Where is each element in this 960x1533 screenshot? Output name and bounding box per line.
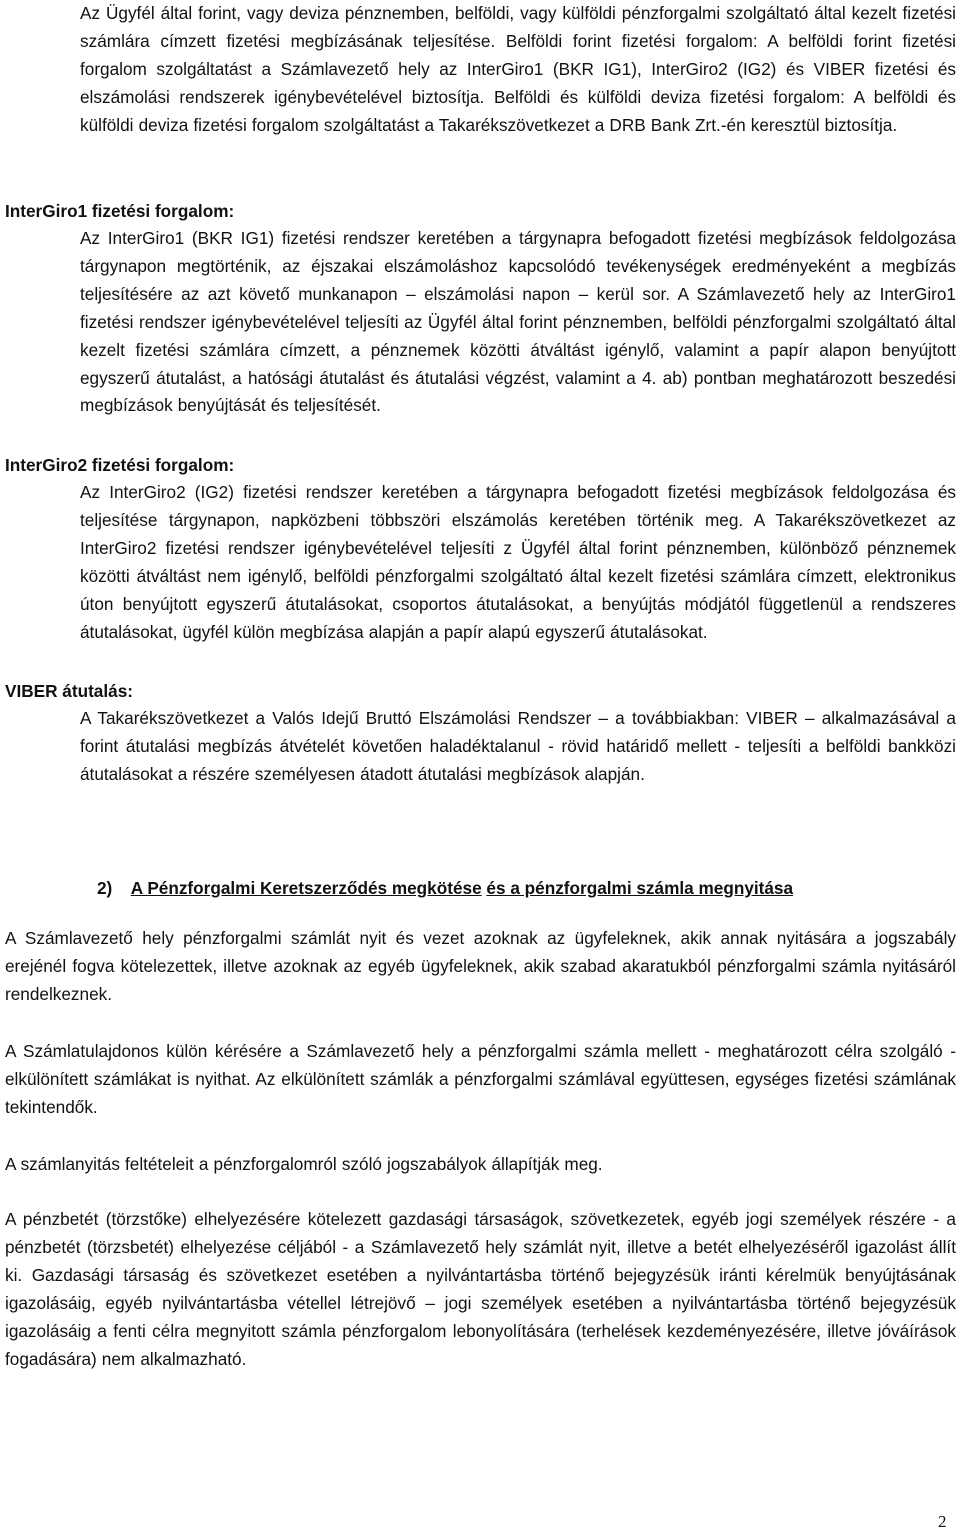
account-opening-paragraph: A Számlavezető hely pénzforgalmi számlát nyit és vezet azoknak az ügyfeleknek, akik annak nyitására a jogszabály erejénél fogva kötelezettek, illetve azoknak az egyéb ügyfeleknek, akik szabad akaratukból pénzforgalmi számla nyitásáról rendelkeznek. [5,928,956,1004]
intergiro1-heading: InterGiro1 fizetési forgalom: [5,201,235,221]
section-2-title-part1: A Pénzforgalmi Keretszerződés megkötése [130,878,482,898]
viber-paragraph: A Takarékszövetkezet a Valós Idejű Bruttó Elszámolási Rendszer – a továbbiakban: VIBER – alkalmazásával a forint átutalási megbízás átvételét követően haladéktalanul - rövid határidő mellett - teljesíti a belföldi bankközi átutalásokat a részére személyesen átadott átutalási megbízások alapján. [80,708,956,784]
intergiro1-paragraph: Az InterGiro1 (BKR IG1) fizetési rendszer keretében a tárgynapra befogadott fizetési megbízások feldolgozása tárgynapon megtörténik, az éjszakai elszámoláshoz kapcsolódó tevékenységek eredményeként a megbízás teljesítésére az azt követő munkanapon – elszámolási napon – kerül sor. A Számlavezető hely az InterGiro1 fizetési rendszer igénybevételével teljesíti az Ügyfél által forint pénznemben, belföldi pénzforgalmi szolgáltató által kezelt fizetési számlára címzett, a pénznemek közötti átváltást igénylő, valamint a papír alapon benyújtott egyszerű átutalást, a hatósági átutalást és átutalási végzést, valamint a 4. ab) pontban meghatározott beszedési megbízások benyújtását és teljesítését. [80,228,956,416]
page-number: 2 [938,1512,947,1531]
section-2-title [97,874,793,902]
deposit-paragraph: A pénzbetét (törzstőke) elhelyezésére kötelezett gazdasági társaságok, szövetkezetek, egyéb jogi személyek részére - a pénzbetét (törzsbetét) elhelyezése céljából - a Számlavezető hely számlát nyit, illetve a betét elhelyezéséről igazolást állít ki. Gazdasági társaság és szövetkezet esetében a nyilvántartásba történő bejegyzésük iránti kérelmük benyújtásának igazolásáig, egyéb nyilvántartásba vétellel létrejövő – jogi személyek esetében a nyilvántartásba történő bejegyzésük igazolásáig a fenti célra megnyitott számla pénzforgalom lebonyolítására (terhelések kezdeményezésére, illetve jóváírások fogadására) nem alkalmazható. [5,1209,956,1369]
conditions-paragraph: A számlanyitás feltételeit a pénzforgalomról szóló jogszabályok állapítják meg. [5,1154,603,1174]
intro-paragraph: Az Ügyfél által forint, vagy deviza pénznemben, belföldi, vagy külföldi pénzforgalmi szolgáltató által kezelt fizetési számlára címzett fizetési megbízásának teljesítése. Belföldi forint fizetési forgalom: A belföldi forint fizetési forgalom szolgáltatást a Számlavezető hely az InterGiro1 (BKR IG1), InterGiro2 (IG2) és VIBER fizetési és elszámolási rendszerek igénybevételével biztosítja. Belföldi és külföldi deviza fizetési forgalom: A belföldi és külföldi deviza fizetési forgalom szolgáltatást a Takarékszövetkezet a DRB Bank Zrt.-én keresztül biztosítja. [80,3,956,135]
intergiro2-paragraph: Az InterGiro2 (IG2) fizetési rendszer keretében a tárgynapra befogadott fizetési megbízások feldolgozása és teljesítése tárgynapon, napközbeni többszöri elszámolás keretében történik meg. A Takarékszövetkezet az InterGiro2 fizetési rendszer igénybevételével teljesíti z Ügyfél által forint pénznemben, különböző pénznemek közötti átváltást nem igénylő, belföldi pénzforgalmi szolgáltató által kezelt fizetési számlára címzett, elektronikus úton benyújtott egyszerű átutalásokat, csoportos átutalásokat, a benyújtás módjától függetlenül a rendszeres átutalásokat, ügyfél külön megbízása alapján a papír alapú egyszerű átutalásokat. [80,482,956,642]
viber-heading: VIBER átutalás: [5,681,133,701]
intergiro2-heading: InterGiro2 fizetési forgalom: [5,455,235,475]
separate-accounts-paragraph: A Számlatulajdonos külön kérésére a Számlavezető hely a pénzforgalmi számla mellett - meghatározott célra szolgáló - elkülönített számlákat is nyithat. Az elkülönített számlák a pénzforgalmi számlával együttesen, egységes fizetési számlának tekintendők. [5,1041,956,1117]
section-2-number: 2) [97,878,113,898]
section-2-title-part2: és a pénzforgalmi számla megnyitása [486,878,794,898]
